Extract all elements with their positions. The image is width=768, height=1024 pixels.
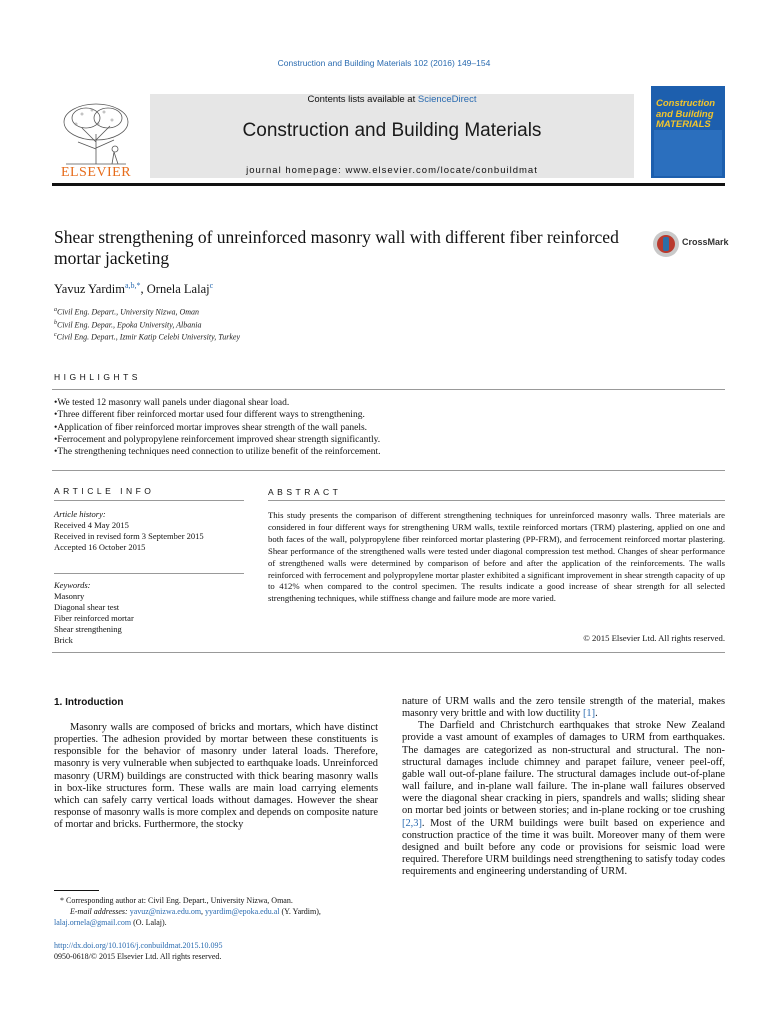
crossmark-icon [652, 230, 680, 258]
abstract-heading: ABSTRACT [268, 487, 342, 497]
corresponding-note: * Corresponding author at: Civil Eng. Depart., University Nizwa, Oman. [60, 896, 293, 905]
reference-link[interactable]: [2,3] [402, 817, 422, 829]
article-info-heading: ARTICLE INFO [54, 486, 155, 496]
intro-column-right [402, 696, 725, 878]
highlights-heading: HIGHLIGHTS [54, 372, 141, 382]
journal-homepage-link[interactable]: journal homepage: www.elsevier.com/locate/conbuildmat [246, 165, 538, 176]
keyword: Fiber reinforced mortar [54, 613, 134, 623]
corresponding-author-footnote [54, 895, 380, 928]
divider [52, 389, 725, 390]
email-link[interactable]: lalaj.ornela@gmail.com [54, 918, 132, 927]
history-revised: Received in revised form 3 September 2015 [54, 531, 204, 541]
doi-link[interactable]: http://dx.doi.org/10.1016/j.conbuildmat.2015.10.095 [54, 941, 223, 950]
divider [52, 652, 725, 653]
highlight-item: • Application of fiber reinforced mortar improves shear strength of the wall panels. [54, 422, 380, 434]
email-line: lalaj.ornela@gmail.com (O. Lalaj). [54, 918, 167, 927]
sciencedirect-link[interactable]: ScienceDirect [417, 94, 477, 105]
journal-citation[interactable]: Construction and Building Materials 102 (2016) 149–154 [277, 58, 491, 68]
affiliation-item: $^b$Civil Eng. Depar., Epoka University, Albania [54, 319, 202, 330]
affiliation-item: $^c$Civil Eng. Depart., Izmir Katip Celebi University, Turkey [54, 332, 240, 342]
introduction-heading: 1. Introduction [54, 697, 124, 708]
reference-link[interactable]: [1] [582, 708, 596, 720]
affiliation-list [54, 305, 240, 343]
intro-paragraph: The Darfield and Christchurch earthquakes that stroke New Zealand provide a vast amount of examples of damages to URM from earthquakes. The damages are categorized as non-structural and structural. The non-structural damages include chimney and parapet failure, veneer peel-off, gable wall out-of-plane failure. The structural damages include out-of-plane wall failure, and in-plane wall failure. The in-plane wall failures observed were the diagonal shear cracking in piers, spandrels and walls; sliding shear on mortar bed joints or between stories; and in-plane rocking or toe crushing [2,3]. Most of the URM buildings were built based on experience and construction practice of the time it was built. Moreover many of them were designed and built before any code or provisions for seismic load were required. Therefore URM buildings need strengthening to satisfy today codes requirements and engineering understanding of URM. [402, 720, 725, 878]
issn-line: 0950-0618/© 2015 Elsevier Ltd. All rights reserved. [54, 952, 222, 961]
elsevier-wordmark: ELSEVIER [60, 165, 132, 180]
highlight-item: • Three different fiber reinforced mortar used four different ways to strengthening. [54, 409, 380, 421]
cover-artwork [654, 130, 722, 176]
keyword: Brick [54, 635, 73, 645]
email-line: E-mail addresses: yavuz@nizwa.edu.om, yyardim@epoka.edu.al (Y. Yardim), [70, 907, 321, 916]
intro-column-left: Masonry walls are composed of bricks and mortars, which have distinct properties. The adhesion provided by mortar between these constituents is responsible for the behavior of masonry under lateral loads. Therefore, masonry is very vulnerable when subjected to earthquake loads. Unreinforced masonry (URM) buildings are constructed with thick bearing masonry walls in box-like structures form. These walls are main load carrying elements which can safely carry vertical loads without damages. However the shear response of masonry walls is more complex and depends on composite nature of mortar and bricks. Furthermore, the stocky [54, 722, 378, 831]
abstract-copyright: © 2015 Elsevier Ltd. All rights reserved. [583, 633, 725, 643]
history-received: Received 4 May 2015 [54, 520, 129, 530]
header-rule [52, 183, 725, 186]
divider [52, 470, 725, 471]
cover-title: Construction and Building MATERIALS [656, 98, 716, 130]
author-name: Yavuz Yardim [54, 282, 125, 297]
history-accepted: Accepted 16 October 2015 [54, 542, 146, 552]
email-link[interactable]: yyardim@epoka.edu.al [205, 907, 280, 916]
highlight-item: • The strengthening techniques need connection to utilize benefit of the reinforcement. [54, 446, 380, 458]
keyword: Diagonal shear test [54, 602, 120, 612]
journal-name: Construction and Building Materials [242, 120, 542, 141]
crossmark-label: CrossMark [682, 237, 729, 247]
crossmark-badge[interactable] [650, 228, 729, 260]
keyword: Masonry [54, 591, 85, 601]
author-affiliation-marker[interactable]: c [209, 281, 214, 290]
doi-block [54, 940, 223, 962]
abstract-text: This study presents the comparison of different strengthening techniques for unreinforced masonry walls. Three materials are considered in four different ways for strengthening URM walls, textile reinforced mortars (TRM) plastering, applied on one and both faces of the wall, polypropylene fiber reinforced mortar plastering (PP-FRM), and ferrocement reinforced mortar plastering. Shear performance of the strengthened walls were tested under diagonal compression test method. Changes of shear performance of strengthened walls were determined by comparison of before and after the application of the reinforcements. The walls reinforced with ferrocement and polypropylene mortar plaster exhibited a significant improvement in shear strength capacity of up to 412% when compared to the control specimen. The results indicate a good increase of shear strength for all selected strengthening techniques, while stiffness change and failure mode are more varied. [268, 510, 725, 604]
divider [54, 573, 244, 574]
highlight-item: • Ferrocement and polypropylene reinforcement improved shear strength significantly. [54, 434, 380, 446]
keyword: Shear strengthening [54, 624, 122, 634]
contents-available-line: Contents lists available at ScienceDirect [307, 94, 477, 105]
highlight-item: • We tested 12 masonry wall panels under diagonal shear load. [54, 397, 380, 409]
footnote-rule [54, 890, 99, 891]
intro-paragraph: nature of URM walls and the zero tensile strength of the material, makes masonry very brittle and with low ductility [1]. [402, 696, 725, 720]
keywords-block [54, 580, 134, 646]
history-label: Article history: [54, 509, 106, 519]
author-line [54, 281, 213, 297]
author-affiliation-marker[interactable]: a,b,* [124, 281, 141, 290]
email-link[interactable]: yavuz@nizwa.edu.om [129, 907, 202, 916]
highlights-list [54, 397, 380, 458]
article-history [54, 509, 204, 553]
author-separator: , [140, 282, 147, 297]
article-title: Shear strengthening of unreinforced masonry wall with different fiber reinforced mortar jacketing [54, 227, 619, 268]
affiliation-item: $^a$Civil Eng. Depart., University Nizwa, Oman [54, 307, 199, 317]
divider [54, 500, 244, 501]
divider [268, 500, 725, 501]
journal-cover-image [651, 86, 725, 178]
keywords-label: Keywords: [54, 580, 91, 590]
author-name: Ornela Lalaj [146, 282, 210, 297]
